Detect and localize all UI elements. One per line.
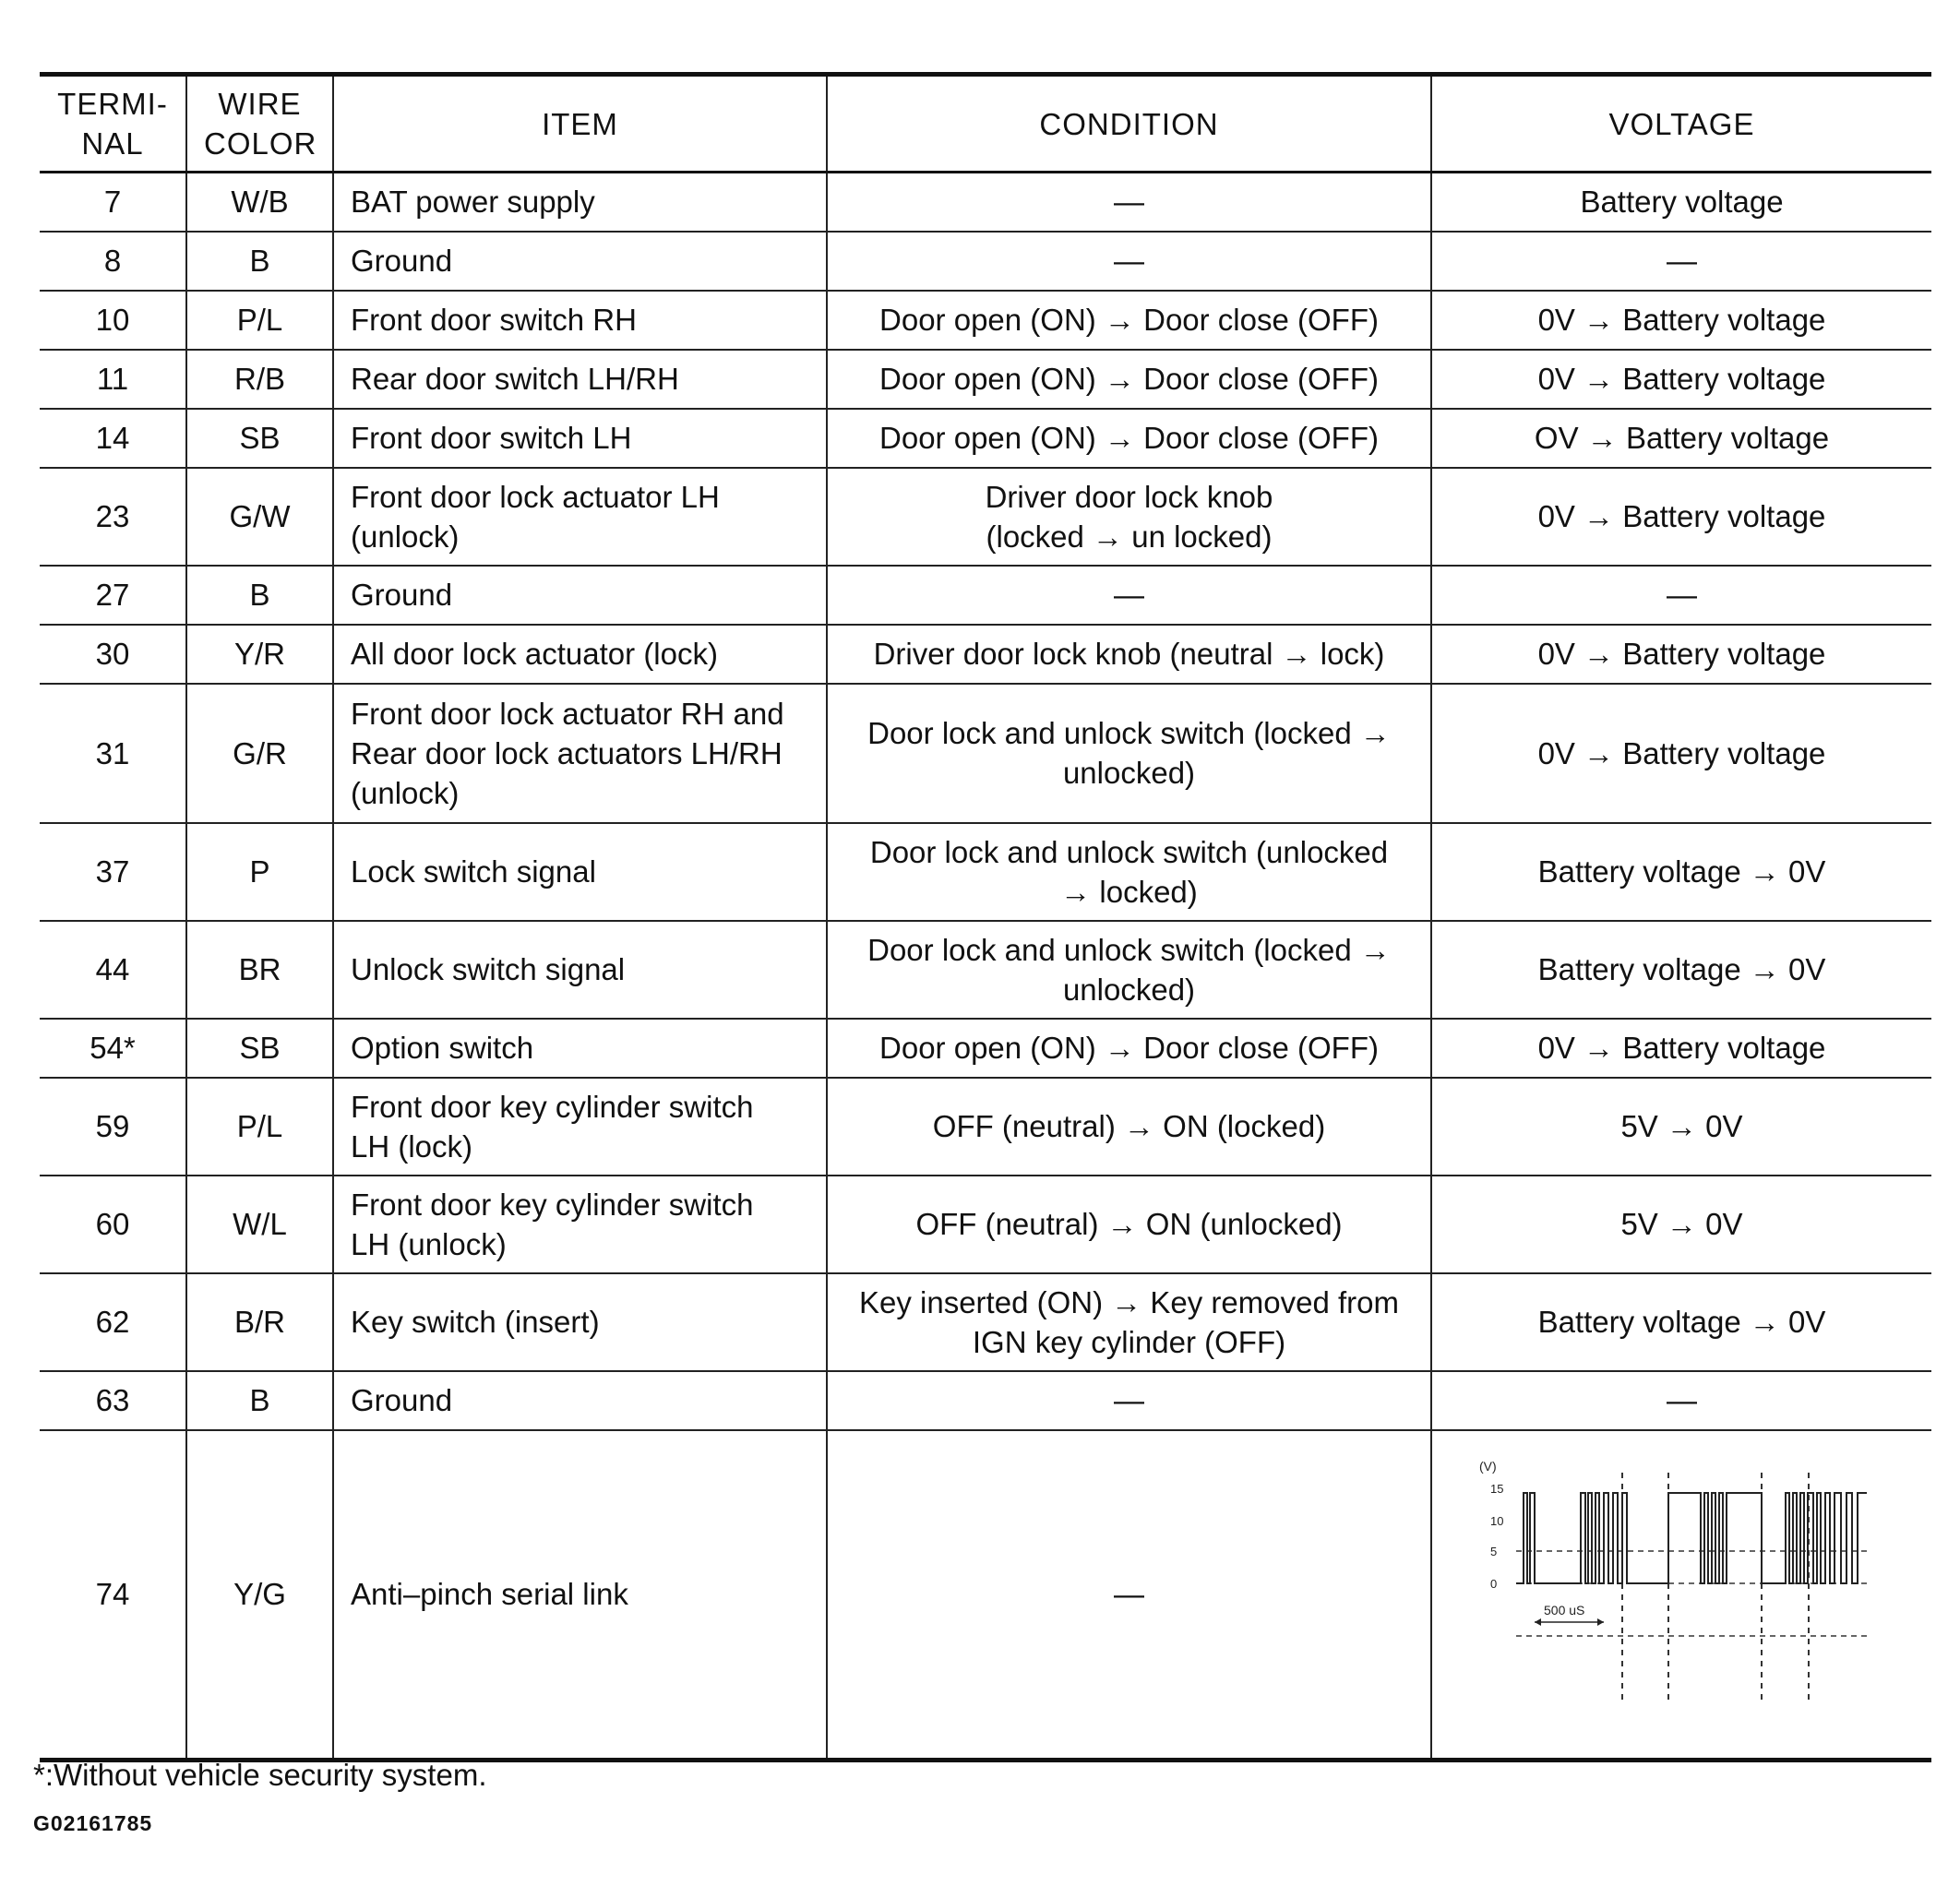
voltage-cell: 5V → 0V [1431,1078,1931,1176]
condition-cell: Driver door lock knob (locked → un locked) [827,468,1431,566]
condition-cell: — [827,1430,1431,1761]
table-row [40,823,1931,921]
header-wire-color: WIRE COLOR [186,75,333,173]
item-cell: Front door lock actuator RH and Rear door lock actuators LH/RH (unlock) [333,684,827,823]
wire-color-cell: W/B [186,173,333,232]
wire-color-cell: G/R [186,684,333,823]
item-cell: Front door key cylinder switch LH (lock) [333,1078,827,1176]
waveform-y-tick-label: 10 [1489,1513,1503,1528]
terminal-cell: 62 [40,1273,186,1371]
condition-cell: — [827,173,1431,232]
condition-cell: — [827,566,1431,625]
terminal-spec-table [40,72,1931,1762]
item-cell: Option switch [333,1019,827,1078]
header-condition: CONDITION [827,75,1431,173]
voltage-cell: 0V → Battery voltage [1431,684,1931,823]
wire-color-cell: G/W [186,468,333,566]
item-cell: Anti–pinch serial link [333,1430,827,1761]
wire-color-cell: R/B [186,350,333,409]
voltage-cell: 5V → 0V [1431,1176,1931,1273]
voltage-cell [1431,1430,1931,1761]
terminal-cell: 7 [40,173,186,232]
wire-color-cell: SB [186,1019,333,1078]
voltage-cell: 0V → Battery voltage [1431,625,1931,684]
terminal-cell: 27 [40,566,186,625]
table-body [40,173,1931,1761]
terminal-cell: 63 [40,1371,186,1430]
table-row [40,566,1931,625]
header-item: ITEM [333,75,827,173]
table-row [40,1019,1931,1078]
table-row [40,291,1931,350]
condition-cell: Door lock and unlock switch (unlocked → locked) [827,823,1431,921]
waveform-unit-label: (V) [1478,1458,1497,1474]
condition-cell: Door open (ON) → Door close (OFF) [827,409,1431,468]
terminal-cell: 11 [40,350,186,409]
voltage-cell: — [1431,1371,1931,1430]
item-cell: Front door lock actuator LH (unlock) [333,468,827,566]
wire-color-cell: Y/R [186,625,333,684]
item-cell: Rear door switch LH/RH [333,350,827,409]
item-cell: Unlock switch signal [333,921,827,1019]
waveform-diagram [1479,1456,1885,1733]
voltage-cell: Battery voltage → 0V [1431,921,1931,1019]
table-row [40,1371,1931,1430]
table-row [40,468,1931,566]
table-row [40,1430,1931,1761]
wire-color-cell: P/L [186,1078,333,1176]
voltage-cell: — [1431,566,1931,625]
footnote: *:Without vehicle security system. [33,1758,487,1792]
wire-color-cell: B/R [186,1273,333,1371]
item-cell: Ground [333,1371,827,1430]
header-terminal: TERMI- NAL [40,75,186,173]
wire-color-cell: Y/G [186,1430,333,1761]
item-cell: BAT power supply [333,173,827,232]
wire-color-cell: P [186,823,333,921]
table-row [40,684,1931,823]
wire-color-cell: SB [186,409,333,468]
condition-cell: OFF (neutral) → ON (locked) [827,1078,1431,1176]
condition-cell: Door lock and unlock switch (locked → unlocked) [827,684,1431,823]
condition-cell: — [827,1371,1431,1430]
waveform-trace [1516,1493,1867,1583]
table-row [40,921,1931,1019]
item-cell: Ground [333,232,827,291]
item-cell: Front door switch RH [333,291,827,350]
item-cell: Front door switch LH [333,409,827,468]
wire-color-cell: P/L [186,291,333,350]
waveform-y-tick-label: 0 [1489,1576,1497,1591]
table-row [40,625,1931,684]
table-row [40,232,1931,291]
wire-color-cell: W/L [186,1176,333,1273]
voltage-cell: Battery voltage → 0V [1431,1273,1931,1371]
voltage-cell: Battery voltage [1431,173,1931,232]
terminal-cell: 30 [40,625,186,684]
terminal-cell: 14 [40,409,186,468]
table-row [40,1078,1931,1176]
terminal-cell: 60 [40,1176,186,1273]
terminal-cell: 59 [40,1078,186,1176]
voltage-cell: 0V → Battery voltage [1431,468,1931,566]
terminal-cell: 54* [40,1019,186,1078]
terminal-cell: 74 [40,1430,186,1761]
wire-color-cell: B [186,232,333,291]
item-cell: Key switch (insert) [333,1273,827,1371]
item-cell: Ground [333,566,827,625]
voltage-cell: OV → Battery voltage [1431,409,1931,468]
condition-cell: Driver door lock knob (neutral → lock) [827,625,1431,684]
table-row [40,350,1931,409]
header-row [40,75,1931,173]
voltage-cell: 0V → Battery voltage [1431,350,1931,409]
table-row [40,1176,1931,1273]
wire-color-cell: B [186,566,333,625]
condition-cell: Door open (ON) → Door close (OFF) [827,350,1431,409]
terminal-cell: 10 [40,291,186,350]
terminal-cell: 31 [40,684,186,823]
timebase-label: 500 uS [1543,1602,1584,1617]
terminal-cell: 37 [40,823,186,921]
item-cell: Front door key cylinder switch LH (unlock) [333,1176,827,1273]
item-cell: All door lock actuator (lock) [333,625,827,684]
voltage-cell: Battery voltage → 0V [1431,823,1931,921]
voltage-cell: 0V → Battery voltage [1431,1019,1931,1078]
table-row [40,173,1931,232]
wire-color-cell: B [186,1371,333,1430]
terminal-cell: 23 [40,468,186,566]
condition-cell: — [827,232,1431,291]
condition-cell: OFF (neutral) → ON (unlocked) [827,1176,1431,1273]
condition-cell: Key inserted (ON) → Key removed from IGN key cylinder (OFF) [827,1273,1431,1371]
voltage-cell: 0V → Battery voltage [1431,291,1931,350]
table-row [40,409,1931,468]
condition-cell: Door open (ON) → Door close (OFF) [827,1019,1431,1078]
table-row [40,1273,1931,1371]
item-cell: Lock switch signal [333,823,827,921]
condition-cell: Door open (ON) → Door close (OFF) [827,291,1431,350]
terminal-cell: 8 [40,232,186,291]
header-voltage: VOLTAGE [1431,75,1931,173]
voltage-cell: — [1431,232,1931,291]
waveform-y-tick-label: 15 [1489,1481,1503,1496]
terminal-cell: 44 [40,921,186,1019]
wire-color-cell: BR [186,921,333,1019]
condition-cell: Door lock and unlock switch (locked → unlocked) [827,921,1431,1019]
figure-id: G02161785 [33,1811,153,1835]
waveform-y-tick-label: 5 [1489,1544,1497,1558]
